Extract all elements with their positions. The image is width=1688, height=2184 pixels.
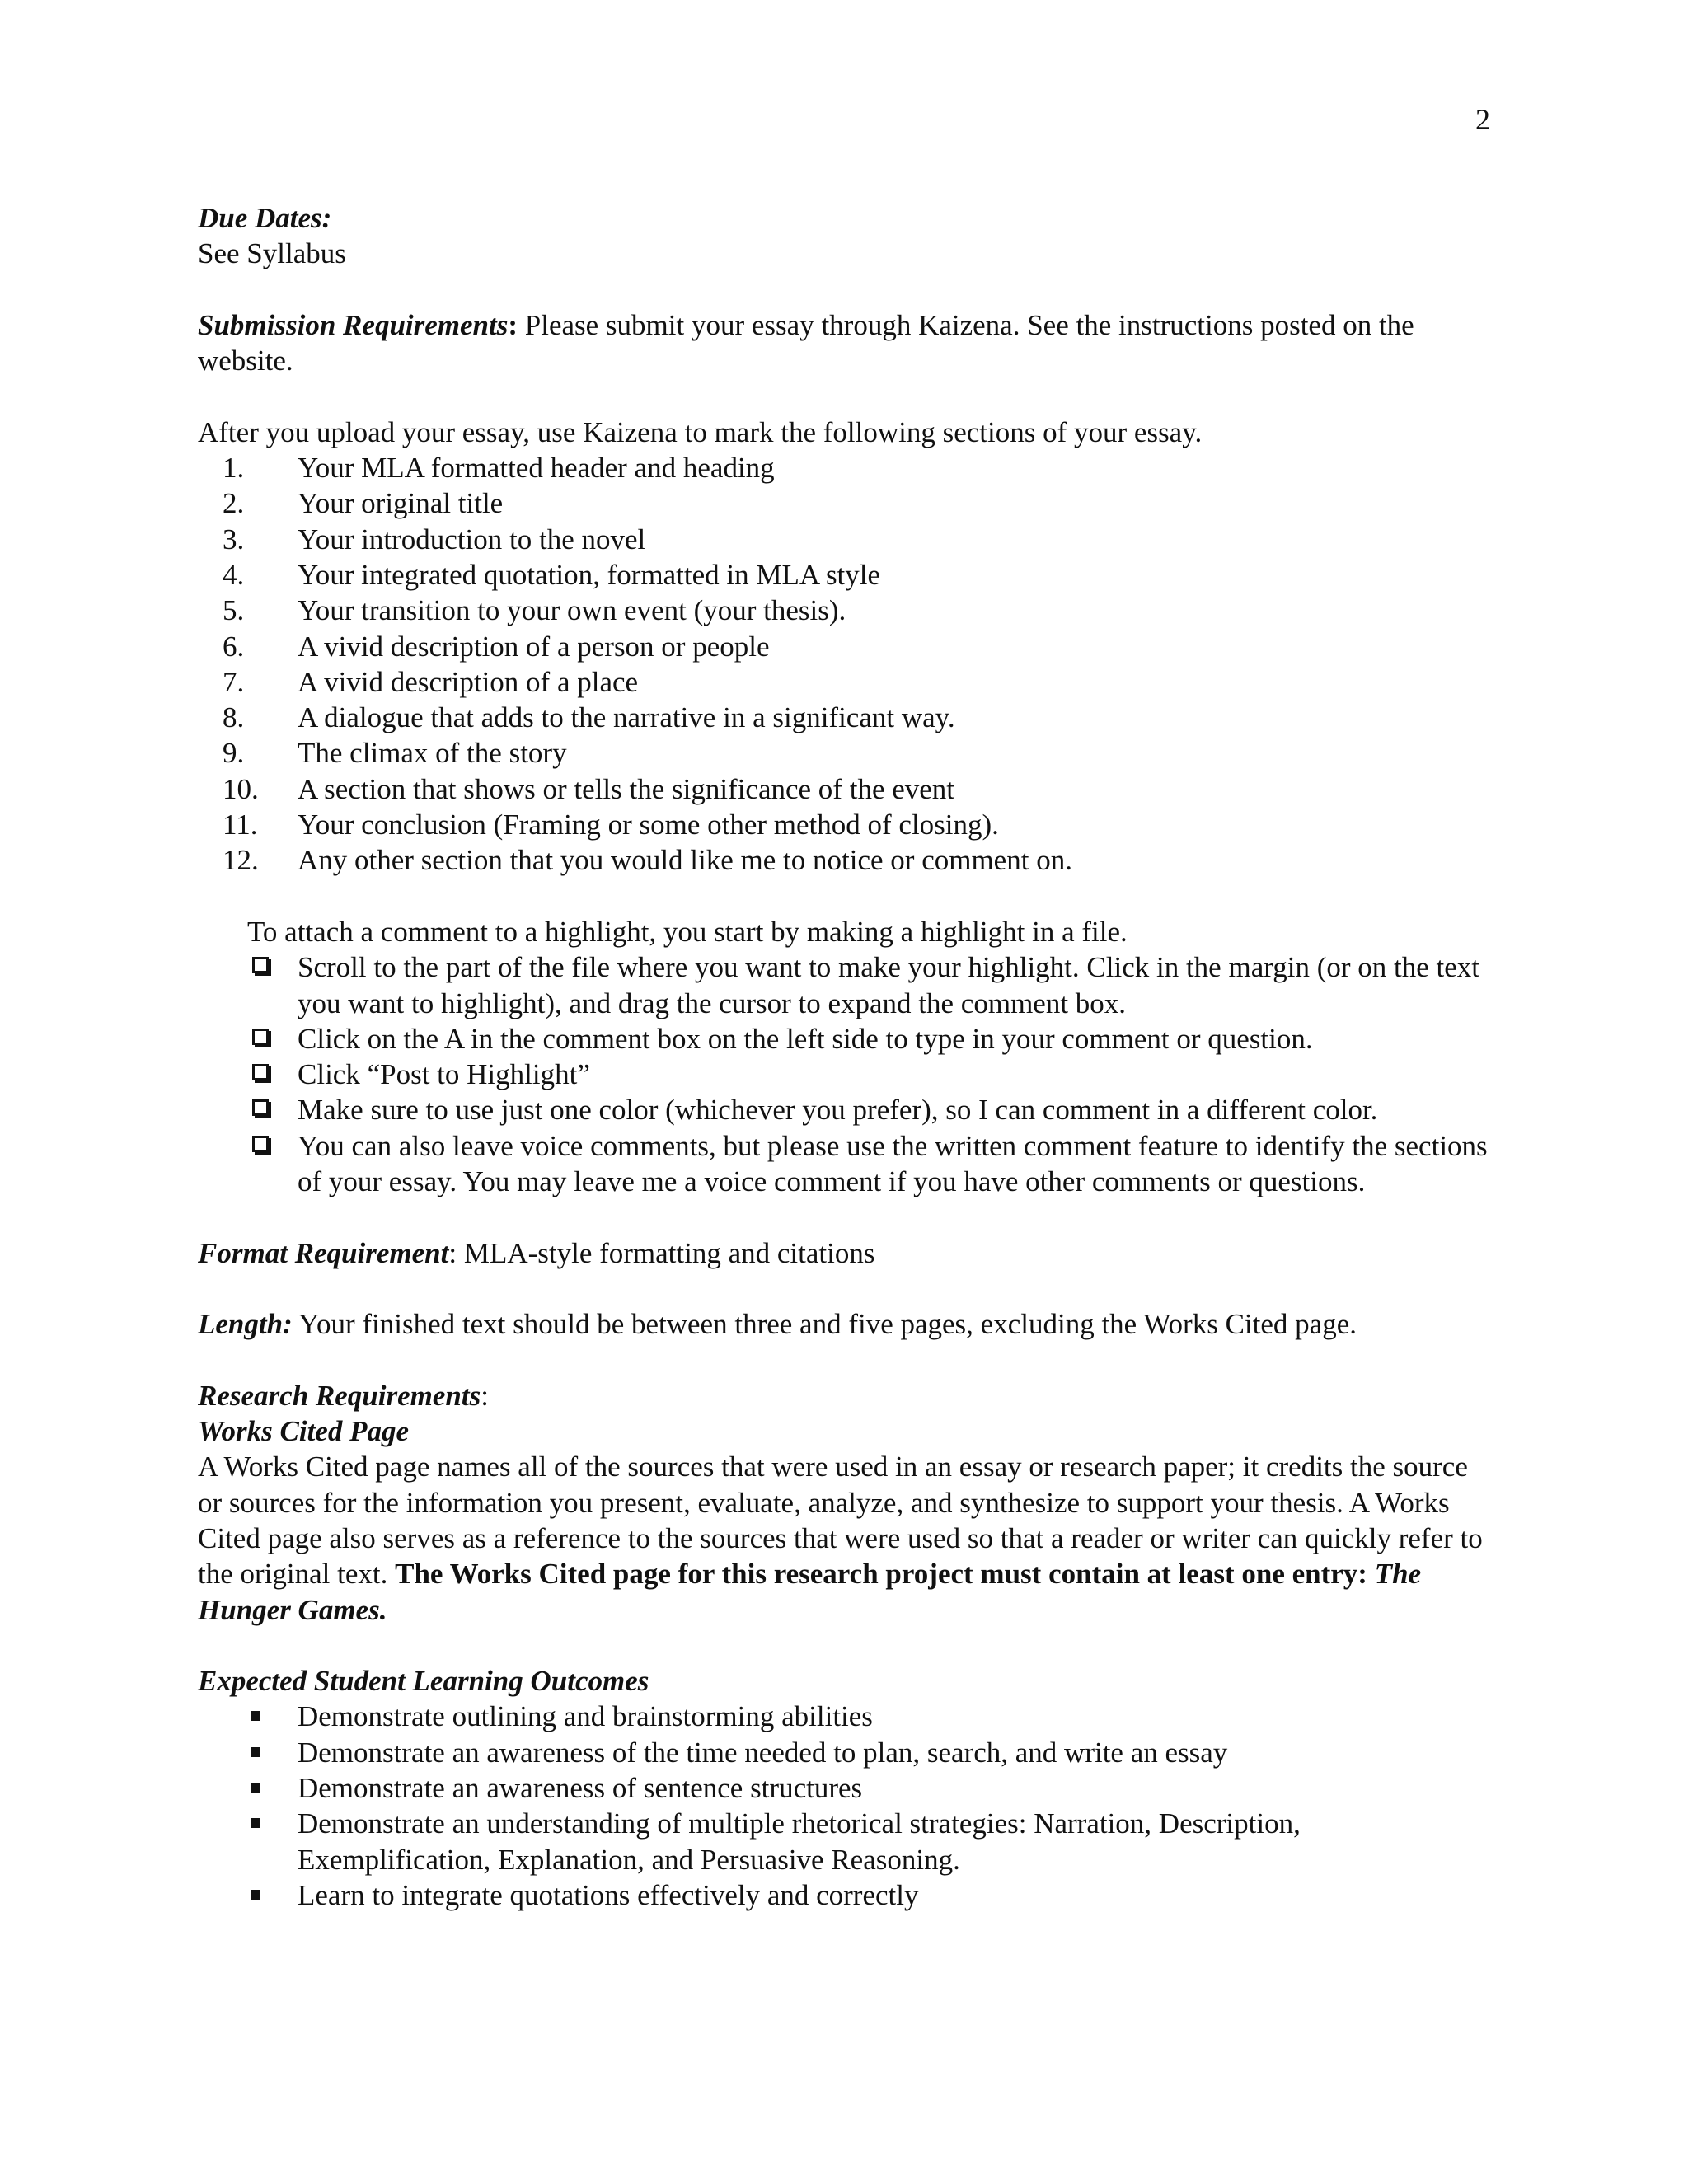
list-item-text: Your original title [298, 487, 504, 520]
checklist-item-text: Click on the A in the comment box on the left side to type in your comment or question. [298, 1022, 1313, 1055]
research-heading-line [198, 1378, 1492, 1413]
checkbox-icon [252, 1029, 269, 1045]
list-number: 6. [223, 630, 245, 663]
list-number: 11. [223, 808, 258, 841]
list-number: 3. [223, 523, 245, 555]
works-cited-body: A Works Cited page names all of the sources that were used in an essay or research paper; it credits the source or sources for the information you present, evaluate, analyze, and synthesize to support your thesis. A Works Cited page also serves as a reference to the sources that were used so that a reader or writer can quickly refer to the original text. [198, 1451, 1483, 1591]
comment-checklist [198, 949, 1492, 1199]
spacer [198, 879, 1492, 914]
checklist-item [198, 1021, 1492, 1057]
checklist-item-text: Click “Post to Highlight” [298, 1058, 590, 1091]
list-number: 2. [223, 487, 245, 520]
bullet-item-text: Demonstrate outlining and brainstorming abilities [298, 1700, 873, 1733]
checklist-item [198, 1057, 1492, 1092]
list-item-text: Your MLA formatted header and heading [298, 452, 775, 485]
bullet-item-text: Demonstrate an awareness of the time needed to plan, search, and write an essay [298, 1736, 1228, 1769]
list-item-text: A vivid description of a person or people [298, 630, 770, 663]
page-number: 2 [1475, 103, 1490, 136]
list-item [198, 557, 1492, 593]
list-item-text: A dialogue that adds to the narrative in a significant way. [298, 701, 955, 734]
list-number: 5. [223, 594, 245, 627]
bullet-item [198, 1699, 1492, 1734]
comment-intro: To attach a comment to a highlight, you start by making a highlight in a file. [247, 915, 1128, 948]
list-number: 9. [223, 737, 245, 770]
checklist-item [198, 1128, 1492, 1200]
spacer [198, 1271, 1492, 1306]
checklist-item-text: Scroll to the part of the file where you want to make your highlight. Click in the margin (or on the text you want to highlight), and drag the cursor to expand the comment box. [298, 951, 1480, 1019]
square-bullet-icon [251, 1818, 260, 1828]
list-item [198, 450, 1492, 485]
works-cited-title: The Hunger Games. [198, 1558, 1422, 1626]
bullet-item-text: Learn to integrate quotations effectively and correctly [298, 1878, 919, 1911]
works-cited-subheading: Works Cited Page [198, 1415, 410, 1448]
format-text: : MLA-style formatting and citations [448, 1236, 875, 1269]
list-number: 8. [223, 701, 245, 734]
checkbox-icon [252, 1099, 269, 1116]
list-item [198, 842, 1492, 878]
spacer [198, 272, 1492, 307]
checkbox-icon [252, 957, 269, 973]
due-dates-text: See Syllabus [198, 237, 346, 270]
list-item-text: A section that shows or tells the significance of the event [298, 772, 955, 805]
spacer [198, 378, 1492, 414]
list-item [198, 664, 1492, 700]
due-dates-heading: Due Dates: [198, 202, 332, 234]
outcomes-heading: Expected Student Learning Outcomes [198, 1665, 649, 1698]
format-label: Format Requirement [198, 1236, 449, 1269]
square-bullet-icon [251, 1890, 260, 1900]
checklist-item [198, 949, 1492, 1021]
submission-colon: : [508, 308, 518, 341]
bullet-item-text: Demonstrate an awareness of sentence structures [298, 1772, 863, 1805]
marking-list [198, 450, 1492, 879]
bullet-item [198, 1735, 1492, 1770]
list-item-text: Your transition to your own event (your thesis). [298, 594, 846, 627]
list-item [198, 700, 1492, 735]
list-item [198, 485, 1492, 521]
list-item [198, 593, 1492, 628]
works-cited-bold: The Works Cited page for this research project must contain at least one entry: [395, 1558, 1375, 1591]
document-body [198, 200, 1492, 1913]
bullet-item [198, 1806, 1492, 1877]
submission-label: Submission Requirements [198, 308, 509, 341]
list-item [198, 522, 1492, 557]
list-item-text: A vivid description of a place [298, 665, 639, 698]
list-number: 4. [223, 558, 245, 591]
list-item-text: Your conclusion (Framing or some other method of closing). [298, 808, 999, 841]
submission-text: Please submit your essay through Kaizena. See the instructions posted on the website. [198, 308, 1414, 377]
length-text: Your finished text should be between three and five pages, excluding the Works Cited page. [292, 1308, 1357, 1341]
checklist-item-text: You can also leave voice comments, but please use the written comment feature to identify the sections of your essay. You may leave me a voice comment if you have other comments or questions. [298, 1129, 1488, 1198]
list-number: 7. [223, 665, 245, 698]
list-number: 12. [223, 844, 259, 877]
square-bullet-icon [251, 1711, 260, 1721]
list-item [198, 629, 1492, 664]
checkbox-icon [252, 1136, 269, 1152]
checklist-item-text: Make sure to use just one color (whichever you prefer), so I can comment in a different color. [298, 1094, 1378, 1127]
spacer [198, 1343, 1492, 1378]
bullet-item [198, 1770, 1492, 1806]
bullet-item [198, 1877, 1492, 1913]
submission-paragraph [198, 307, 1492, 379]
length-paragraph [198, 1306, 1492, 1342]
list-item-text: Your introduction to the novel [298, 523, 646, 555]
list-number: 10. [223, 772, 259, 805]
marking-intro: After you upload your essay, use Kaizena to mark the following sections of your essay. [198, 415, 1203, 448]
length-label: Length: [198, 1308, 293, 1341]
works-cited-paragraph [198, 1449, 1492, 1627]
format-paragraph [198, 1235, 1492, 1271]
research-label: Research Requirements [198, 1379, 481, 1412]
spacer [198, 1628, 1492, 1663]
outcomes-list [198, 1699, 1492, 1913]
spacer [198, 1199, 1492, 1235]
bullet-item-text: Demonstrate an understanding of multiple rhetorical strategies: Narration, Description, Exemplification, Explanation, and Persuasive Reasoning. [298, 1807, 1301, 1876]
list-item [198, 771, 1492, 807]
list-item-text: The climax of the story [298, 737, 567, 770]
list-item-text: Any other section that you would like me to notice or comment on. [298, 844, 1072, 877]
checklist-item [198, 1092, 1492, 1127]
list-item [198, 807, 1492, 842]
research-colon: : [481, 1379, 489, 1412]
checkbox-icon [252, 1064, 269, 1080]
square-bullet-icon [251, 1783, 260, 1793]
list-item [198, 735, 1492, 771]
square-bullet-icon [251, 1747, 260, 1757]
list-item-text: Your integrated quotation, formatted in MLA style [298, 558, 881, 591]
list-number: 1. [223, 452, 245, 485]
